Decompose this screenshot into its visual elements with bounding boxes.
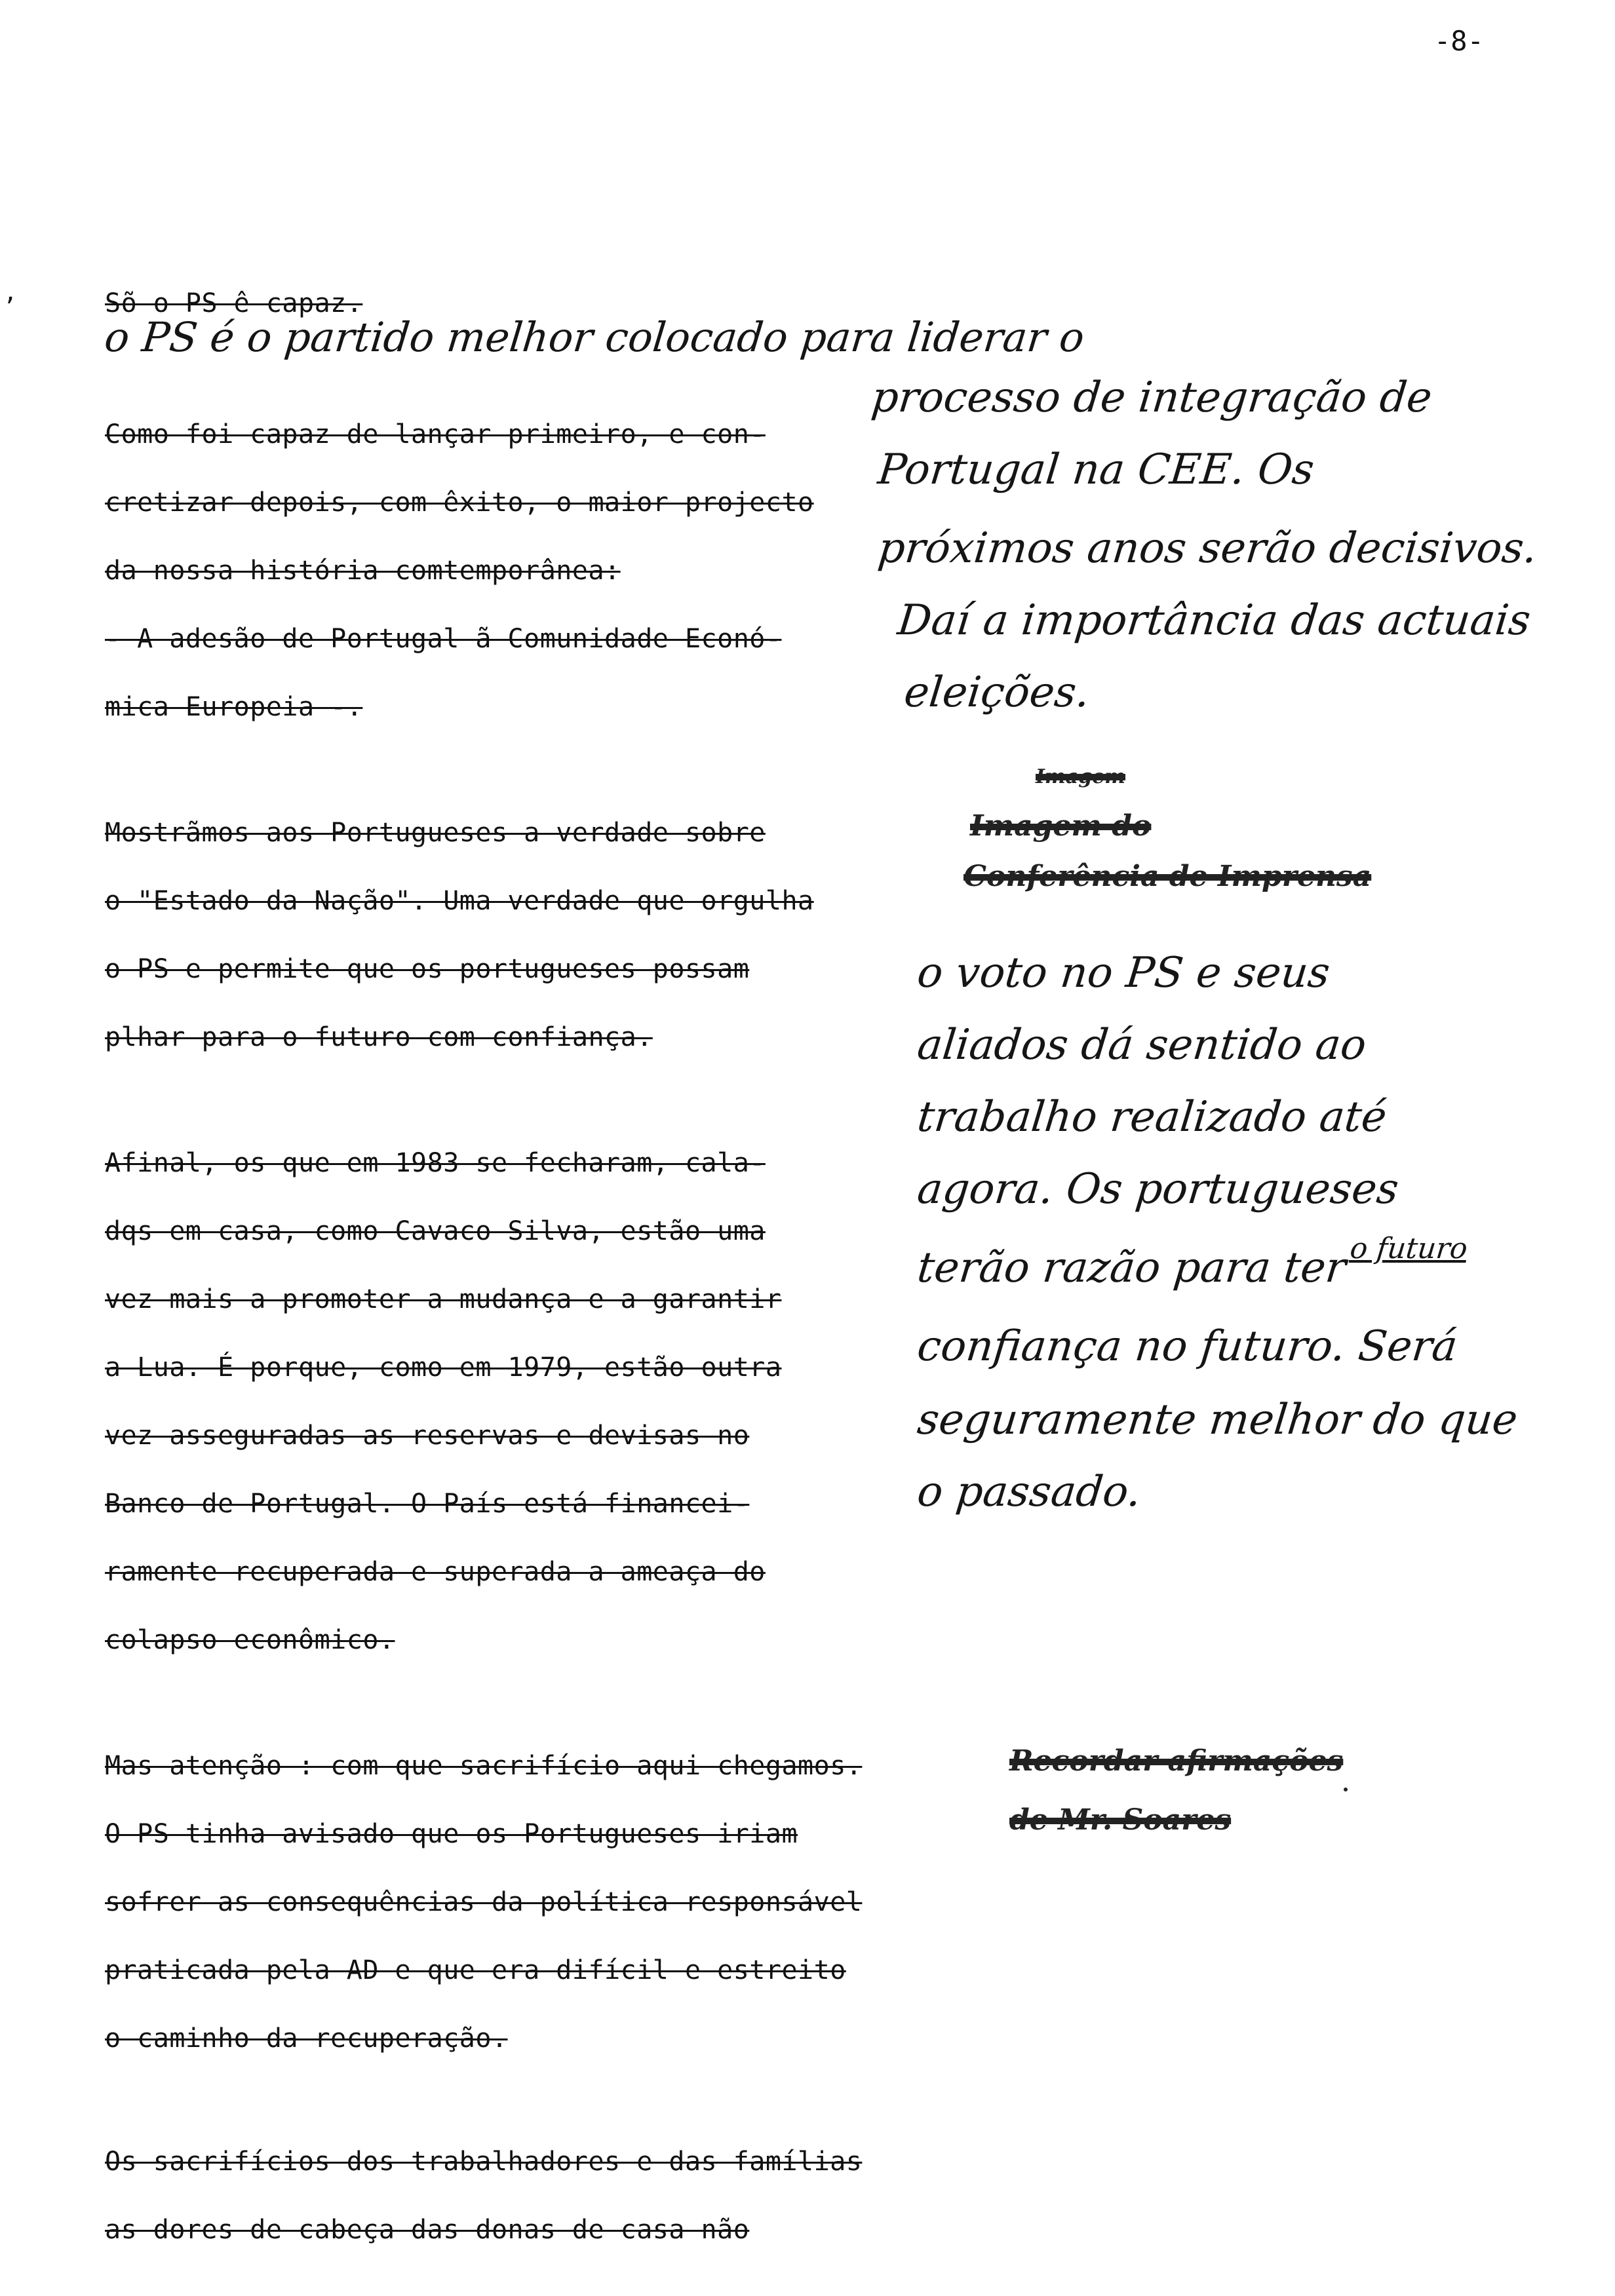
typed-line: Afinal, os que em 1983 se fecharam, cala- <box>105 1148 766 1178</box>
typed-line: da nossa história comtemporânea: <box>105 556 621 586</box>
handwritten-line: o PS é o partido melhor colocado para liderar o <box>102 313 1087 361</box>
typed-line: Sõ o PS ê capaz. <box>105 288 363 318</box>
typed-line: vez mais a promoter a mudança e a garantir <box>105 1284 782 1314</box>
handwritten-line: agora. Os portugueses <box>915 1165 1401 1214</box>
typed-line: o PS e permite que os portugueses possam <box>105 954 750 984</box>
typed-line: colapso econômico. <box>105 1625 395 1655</box>
typed-line: cretizar depois, com êxito, o maior projecto <box>105 488 814 518</box>
typed-line: dqs em casa, como Cavaco Silva, estão uma <box>105 1216 766 1246</box>
handwritten-line: o voto no PS e seus <box>915 949 1333 997</box>
typed-line: mica Europeia -. <box>105 692 363 722</box>
typed-line: as dores de cabeça das donas de casa não <box>105 2215 750 2245</box>
typed-line: Mas atenção : com que sacrifício aqui chegamos. <box>105 1751 863 1781</box>
typed-line: o "Estado da Nação". Uma verdade que orgulha <box>105 886 814 916</box>
handwritten-line: terão razão para ter <box>915 1244 1349 1292</box>
typed-line: vez asseguradas as reservas e devisas no <box>105 1421 750 1451</box>
handwritten-line: aliados dá sentido ao <box>915 1021 1369 1069</box>
handwritten-line: próximos anos serão decisivos. <box>876 524 1540 573</box>
typed-line: sofrer as consequências da política responsável <box>105 1887 863 1917</box>
typed-line: Banco de Portugal. O País está financei- <box>105 1489 750 1519</box>
handwritten-line: Portugal na CEE. Os <box>876 446 1317 494</box>
struck-heading: de Mr. Soares <box>1009 1803 1232 1837</box>
typed-line: praticada pela AD e que era difícil e estreito <box>105 1955 846 1985</box>
struck-heading: Imagem do <box>970 809 1152 843</box>
typed-line: - A adesão de Portugal ã Comunidade Econó- <box>105 624 782 654</box>
handwritten-line: eleições. <box>902 668 1093 717</box>
struck-heading: Conferência de Imprensa <box>963 860 1372 893</box>
struck-heading: Imagem <box>1036 765 1126 788</box>
typed-line: Os sacrifícios dos trabalhadores e das famílias <box>105 2147 863 2177</box>
ink-dot <box>1344 1788 1348 1791</box>
handwritten-line: confiança no futuro. Será <box>915 1322 1460 1371</box>
typed-line: Como foi capaz de lançar primeiro, e con- <box>105 419 766 450</box>
typed-line: o caminho da recuperação. <box>105 2023 508 2054</box>
handwritten-insert: o futuro <box>1348 1232 1469 1265</box>
typed-line: a Lua. É porque, como em 1979, estão outra <box>105 1352 782 1383</box>
handwritten-line: trabalho realizado até <box>915 1093 1390 1141</box>
handwritten-line: Daí a importância das actuais <box>895 596 1533 645</box>
typed-line: plhar para o futuro com confiança. <box>105 1022 653 1052</box>
typed-line: O PS tinha avisado que os Portugueses iriam <box>105 1819 798 1849</box>
handwritten-line: seguramente melhor do que <box>915 1396 1520 1444</box>
margin-mark: ʼ <box>3 294 17 320</box>
page-number: -8- <box>1434 25 1484 57</box>
handwritten-line: o passado. <box>915 1468 1144 1516</box>
typed-line: ramente recuperada e superada a ameaça do <box>105 1557 766 1587</box>
struck-heading: Recordar afirmações <box>1009 1744 1344 1778</box>
handwritten-line: processo de integração de <box>869 373 1435 422</box>
typed-line: Mostrãmos aos Portugueses a verdade sobre <box>105 818 766 848</box>
